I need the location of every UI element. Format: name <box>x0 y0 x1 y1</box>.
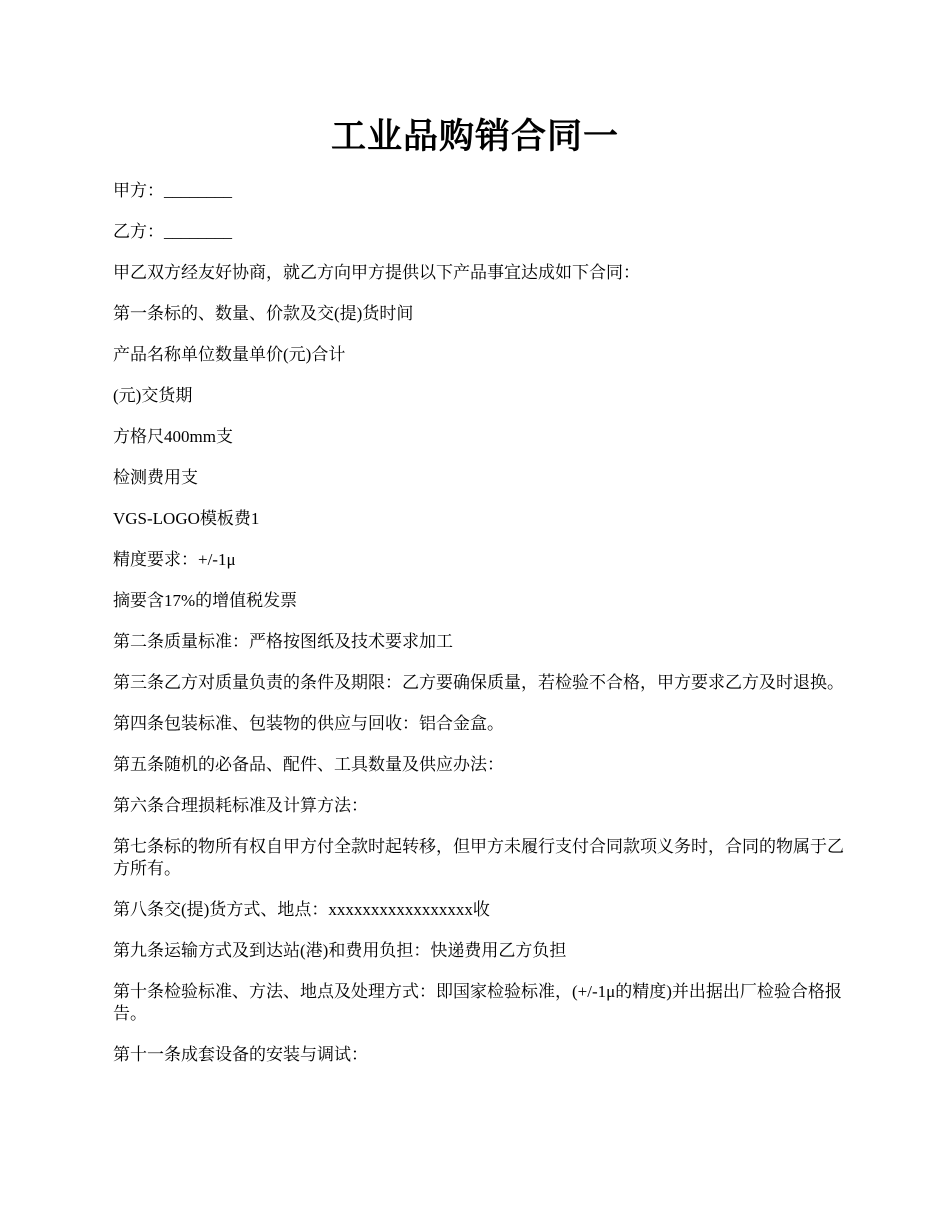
product-table-header-cont: (元)交货期 <box>113 386 193 405</box>
article-10: 第十条检验标准、方法、地点及处理方式：即国家检验标准，(+/-1μ的精度)并出据出厂检验合格报告。 <box>113 982 842 1023</box>
invoice-note: 摘要含17%的增值税发票 <box>113 591 298 610</box>
article-5: 第五条随机的必备品、配件、工具数量及供应办法： <box>113 755 504 774</box>
document-body <box>113 180 845 1085</box>
document-title: 工业品购销合同一 <box>330 117 619 156</box>
preamble: 甲乙双方经友好协商，就乙方向甲方提供以下产品事宜达成如下合同： <box>113 263 640 282</box>
product-row-ruler: 方格尺400mm支 <box>113 427 233 446</box>
product-table-header: 产品名称单位数量单价(元)合计 <box>113 345 346 364</box>
product-row-template: VGS-LOGO模板费1 <box>113 509 260 528</box>
precision-requirement: 精度要求：+/-1μ <box>113 550 236 569</box>
product-row-testing: 检测费用支 <box>113 468 198 487</box>
article-7: 第七条标的物所有权自甲方付全款时起转移，但甲方未履行支付合同款项义务时，合同的物属于乙方所有。 <box>113 837 844 878</box>
article-1-heading: 第一条标的、数量、价款及交(提)货时间 <box>113 304 414 323</box>
article-2: 第二条质量标准：严格按图纸及技术要求加工 <box>113 632 453 651</box>
party-a-line: 甲方：________ <box>113 181 232 200</box>
article-3: 第三条乙方对质量负责的条件及期限：乙方要确保质量，若检验不合格，甲方要求乙方及时退换。 <box>113 673 844 692</box>
article-11: 第十一条成套设备的安装与调试： <box>113 1045 368 1064</box>
article-6: 第六条合理损耗标准及计算方法： <box>113 796 368 815</box>
article-8: 第八条交(提)货方式、地点：xxxxxxxxxxxxxxxxx收 <box>113 900 490 919</box>
article-4: 第四条包装标准、包装物的供应与回收：铝合金盒。 <box>113 714 504 733</box>
article-9: 第九条运输方式及到达站(港)和费用负担：快递费用乙方负担 <box>113 941 567 960</box>
party-b-line: 乙方：________ <box>113 222 232 241</box>
